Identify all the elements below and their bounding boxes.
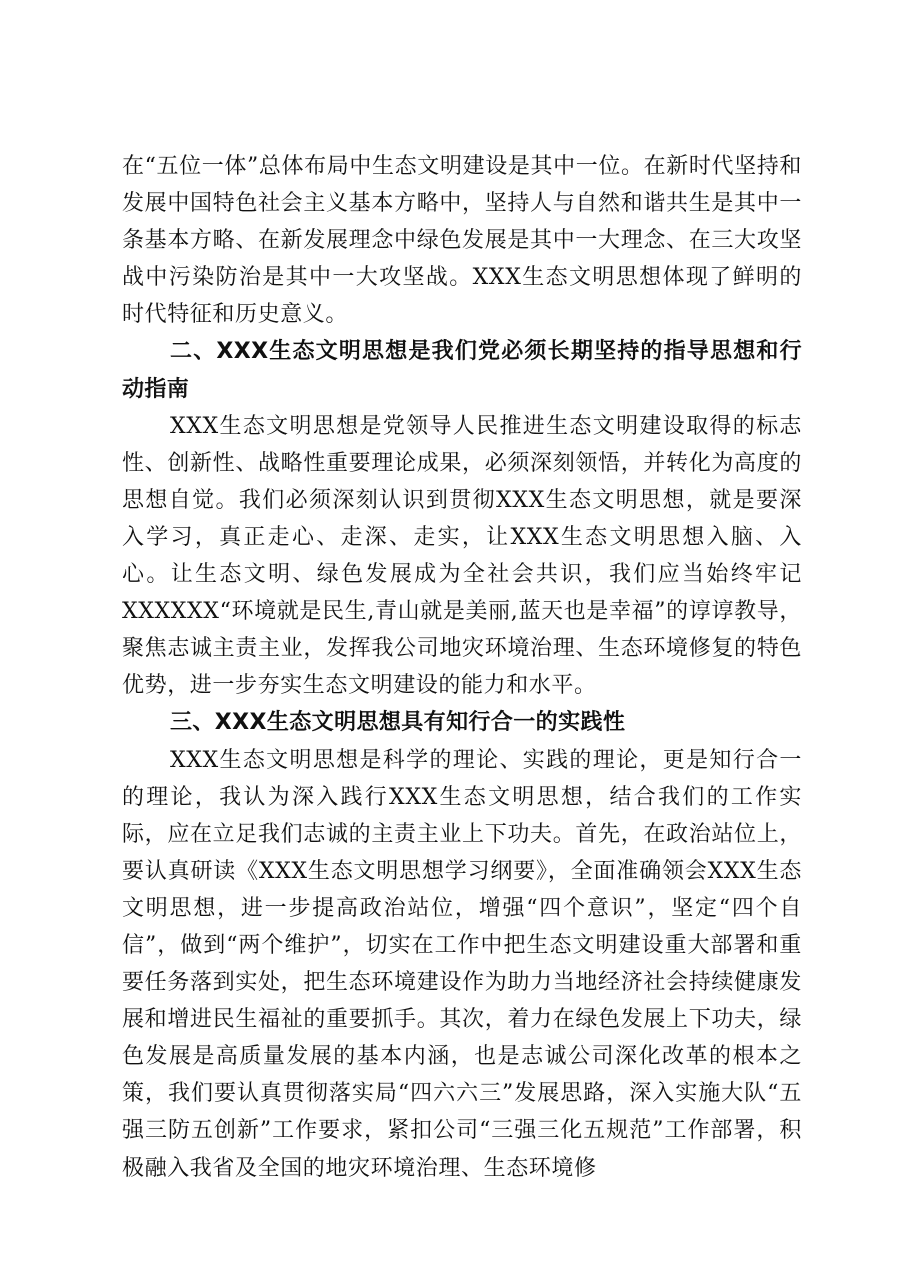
section-heading-2: 二、XXX生态文明思想是我们党必须长期坚持的指导思想和行动指南	[122, 339, 802, 402]
body-paragraph-1: 在“五位一体”总体布局中生态文明建设是其中一位。在新时代坚持和发展中国特色社会主义基本方略中，坚持人与自然和谐共生是其中一条基本方略、在新发展理念中绿色发展是其中一大理念、在三大攻坚战中污染防治是其中一大攻坚战。XXX生态文明思想体现了鲜明的时代特征和历史意义。	[122, 154, 802, 328]
document-body	[122, 148, 802, 1187]
body-paragraph-2: XXX生态文明思想是党领导人民推进生态文明建设取得的标志性、创新性、战略性重要理论成果，必须深刻领悟，并转化为高度的思想自觉。我们必须深刻认识到贯彻XXX生态文明思想，就是要深入学习，真正走心、走深、走实，让XXX生态文明思想入脑、入心。让生态文明、绿色发展成为全社会共识，我们应当始终牢记XXXXXX“环境就是民生,青山就是美丽,蓝天也是幸福”的谆谆教导，聚焦志诚主责主业，发挥我公司地灾环境治理、生态环境修复的特色优势，进一步夯实生态文明建设的能力和水平。	[122, 413, 802, 699]
body-paragraph-3: XXX生态文明思想是科学的理论、实践的理论，更是知行合一的理论，我认为深入践行XXX生态文明思想，结合我们的工作实际，应在立足我们志诚的主责主业上下功夫。首先，在政治站位上，要认真研读《XXX生态文明思想学习纲要》，全面准确领会XXX生态文明思想，进一步提高政治站位，增强“四个意识”，坚定“四个自信”，做到“两个维护”，切实在工作中把生态文明建设重大部署和重要任务落到实处，把生态环境建设作为助力当地经济社会持续健康发展和增进民生福祉的重要抓手。其次，着力在绿色发展上下功夫，绿色发展是高质量发展的基本内涵，也是志诚公司深化改革的根本之策，我们要认真贯彻落实局“四六六三”发展思路，深入实施大队“五强三防五创新”工作要求，紧扣公司“三强三化五规范”工作部署，积极融入我省及全国的地灾环境治理、生态环境修	[122, 747, 802, 1181]
section-heading-3: 三、XXX生态文明思想具有知行合一的实践性	[170, 710, 626, 736]
